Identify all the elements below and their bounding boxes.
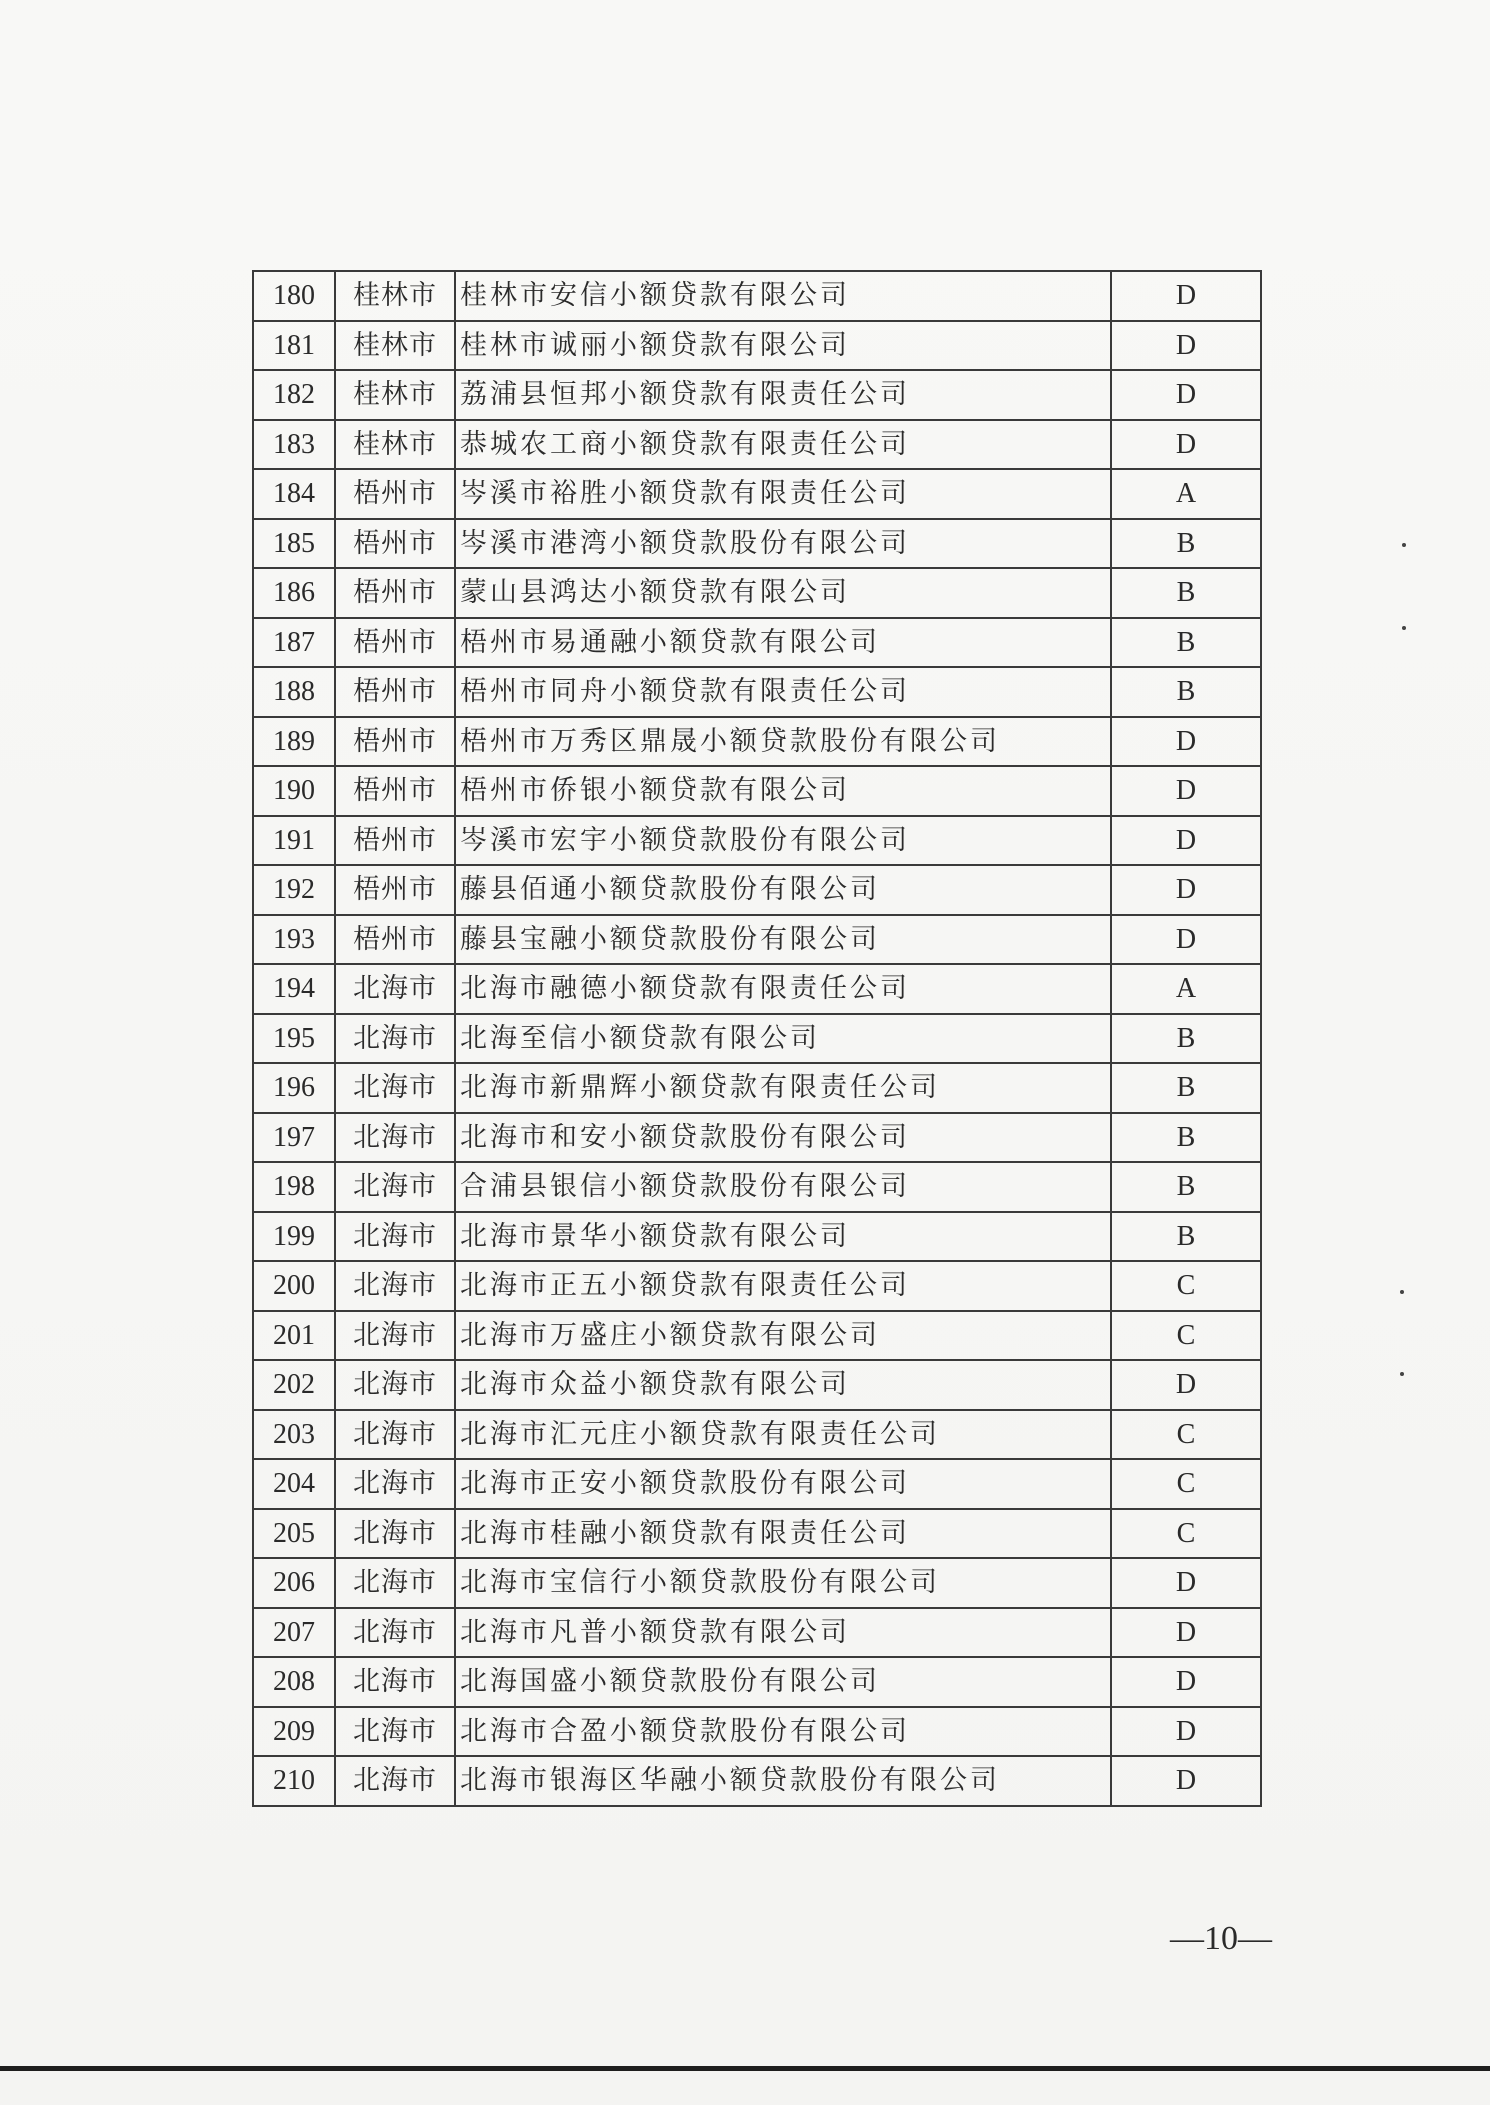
table-row — [253, 1707, 1261, 1757]
rating-grade-cell: B — [1111, 618, 1261, 668]
company-name-cell: 梧州市万秀区鼎晟小额贷款股份有限公司 — [455, 717, 1111, 767]
row-number-cell: 190 — [253, 766, 335, 816]
table-row — [253, 1509, 1261, 1559]
company-name-cell: 北海市融德小额贷款有限责任公司 — [455, 964, 1111, 1014]
row-number-cell: 199 — [253, 1212, 335, 1262]
city-cell: 梧州市 — [335, 618, 455, 668]
scan-speck — [1400, 1372, 1404, 1376]
rating-grade-cell: D — [1111, 1756, 1261, 1806]
rating-grade-cell: B — [1111, 568, 1261, 618]
row-number-cell: 209 — [253, 1707, 335, 1757]
scan-speck — [1402, 626, 1406, 630]
city-cell: 北海市 — [335, 1113, 455, 1163]
city-cell: 梧州市 — [335, 717, 455, 767]
city-cell: 北海市 — [335, 1558, 455, 1608]
table-row — [253, 1756, 1261, 1806]
table-row — [253, 865, 1261, 915]
rating-grade-cell: B — [1111, 1014, 1261, 1064]
row-number-cell: 183 — [253, 420, 335, 470]
row-number-cell: 202 — [253, 1360, 335, 1410]
rating-grade-cell: C — [1111, 1261, 1261, 1311]
company-name-cell: 岑溪市宏宇小额贷款股份有限公司 — [455, 816, 1111, 866]
row-number-cell: 205 — [253, 1509, 335, 1559]
rating-grade-cell: B — [1111, 667, 1261, 717]
rating-grade-cell: D — [1111, 321, 1261, 371]
city-cell: 北海市 — [335, 1459, 455, 1509]
rating-grade-cell: A — [1111, 469, 1261, 519]
rating-grade-cell: D — [1111, 1707, 1261, 1757]
row-number-cell: 198 — [253, 1162, 335, 1212]
table-row — [253, 667, 1261, 717]
page-number: —10— — [1170, 1920, 1272, 1957]
company-name-cell: 北海市桂融小额贷款有限责任公司 — [455, 1509, 1111, 1559]
rating-grade-cell: C — [1111, 1509, 1261, 1559]
company-name-cell: 北海市新鼎辉小额贷款有限责任公司 — [455, 1063, 1111, 1113]
city-cell: 北海市 — [335, 1509, 455, 1559]
table-row — [253, 766, 1261, 816]
city-cell: 梧州市 — [335, 469, 455, 519]
row-number-cell: 193 — [253, 915, 335, 965]
rating-grade-cell: D — [1111, 271, 1261, 321]
company-name-cell: 北海市宝信行小额贷款股份有限公司 — [455, 1558, 1111, 1608]
company-name-cell: 北海市凡普小额贷款有限公司 — [455, 1608, 1111, 1658]
table-row — [253, 618, 1261, 668]
city-cell: 北海市 — [335, 1608, 455, 1658]
rating-grade-cell: B — [1111, 1063, 1261, 1113]
city-cell: 梧州市 — [335, 865, 455, 915]
row-number-cell: 195 — [253, 1014, 335, 1064]
city-cell: 桂林市 — [335, 271, 455, 321]
table-row — [253, 1459, 1261, 1509]
rating-grade-cell: B — [1111, 1212, 1261, 1262]
company-name-cell: 北海市合盈小额贷款股份有限公司 — [455, 1707, 1111, 1757]
table-body — [253, 271, 1261, 1806]
row-number-cell: 194 — [253, 964, 335, 1014]
row-number-cell: 191 — [253, 816, 335, 866]
rating-grade-cell: D — [1111, 1360, 1261, 1410]
company-name-cell: 合浦县银信小额贷款股份有限公司 — [455, 1162, 1111, 1212]
row-number-cell: 185 — [253, 519, 335, 569]
table-row — [253, 1261, 1261, 1311]
row-number-cell: 196 — [253, 1063, 335, 1113]
table-row — [253, 469, 1261, 519]
table-row — [253, 816, 1261, 866]
company-name-cell: 北海市正五小额贷款有限责任公司 — [455, 1261, 1111, 1311]
scan-speck — [1400, 1290, 1404, 1294]
company-name-cell: 北海市和安小额贷款股份有限公司 — [455, 1113, 1111, 1163]
row-number-cell: 197 — [253, 1113, 335, 1163]
city-cell: 北海市 — [335, 1360, 455, 1410]
rating-grade-cell: D — [1111, 915, 1261, 965]
company-name-cell: 北海市万盛庄小额贷款有限公司 — [455, 1311, 1111, 1361]
city-cell: 北海市 — [335, 1162, 455, 1212]
table-row — [253, 1014, 1261, 1064]
rating-grade-cell: D — [1111, 1657, 1261, 1707]
row-number-cell: 210 — [253, 1756, 335, 1806]
company-name-cell: 梧州市同舟小额贷款有限责任公司 — [455, 667, 1111, 717]
rating-grade-cell: D — [1111, 420, 1261, 470]
row-number-cell: 187 — [253, 618, 335, 668]
company-name-cell: 岑溪市裕胜小额贷款有限责任公司 — [455, 469, 1111, 519]
table-row — [253, 370, 1261, 420]
rating-grade-cell: A — [1111, 964, 1261, 1014]
company-name-cell: 蒙山县鸿达小额贷款有限公司 — [455, 568, 1111, 618]
city-cell: 北海市 — [335, 1707, 455, 1757]
city-cell: 北海市 — [335, 1014, 455, 1064]
city-cell: 桂林市 — [335, 321, 455, 371]
table-row — [253, 1113, 1261, 1163]
rating-grade-cell: D — [1111, 370, 1261, 420]
table-row — [253, 1410, 1261, 1460]
table-row — [253, 1657, 1261, 1707]
row-number-cell: 181 — [253, 321, 335, 371]
row-number-cell: 204 — [253, 1459, 335, 1509]
company-rating-table — [252, 270, 1262, 1807]
rating-grade-cell: B — [1111, 519, 1261, 569]
company-name-cell: 北海市正安小额贷款股份有限公司 — [455, 1459, 1111, 1509]
city-cell: 北海市 — [335, 1410, 455, 1460]
city-cell: 北海市 — [335, 1261, 455, 1311]
company-name-cell: 藤县宝融小额贷款股份有限公司 — [455, 915, 1111, 965]
city-cell: 北海市 — [335, 1756, 455, 1806]
company-name-cell: 北海市银海区华融小额贷款股份有限公司 — [455, 1756, 1111, 1806]
row-number-cell: 180 — [253, 271, 335, 321]
city-cell: 梧州市 — [335, 568, 455, 618]
city-cell: 梧州市 — [335, 915, 455, 965]
rating-grade-cell: B — [1111, 1162, 1261, 1212]
row-number-cell: 208 — [253, 1657, 335, 1707]
row-number-cell: 189 — [253, 717, 335, 767]
company-name-cell: 恭城农工商小额贷款有限责任公司 — [455, 420, 1111, 470]
city-cell: 北海市 — [335, 964, 455, 1014]
row-number-cell: 192 — [253, 865, 335, 915]
row-number-cell: 188 — [253, 667, 335, 717]
company-name-cell: 藤县佰通小额贷款股份有限公司 — [455, 865, 1111, 915]
city-cell: 梧州市 — [335, 667, 455, 717]
table-row — [253, 568, 1261, 618]
rating-grade-cell: D — [1111, 816, 1261, 866]
rating-grade-cell: D — [1111, 865, 1261, 915]
table-row — [253, 420, 1261, 470]
table-row — [253, 1063, 1261, 1113]
company-name-cell: 北海至信小额贷款有限公司 — [455, 1014, 1111, 1064]
table-row — [253, 1558, 1261, 1608]
table-row — [253, 915, 1261, 965]
rating-grade-cell: D — [1111, 717, 1261, 767]
city-cell: 梧州市 — [335, 816, 455, 866]
table-row — [253, 1311, 1261, 1361]
table-row — [253, 1360, 1261, 1410]
company-name-cell: 北海市汇元庄小额贷款有限责任公司 — [455, 1410, 1111, 1460]
city-cell: 北海市 — [335, 1063, 455, 1113]
row-number-cell: 184 — [253, 469, 335, 519]
company-name-cell: 北海国盛小额贷款股份有限公司 — [455, 1657, 1111, 1707]
company-name-cell: 桂林市安信小额贷款有限公司 — [455, 271, 1111, 321]
scan-bottom-edge — [0, 2066, 1490, 2071]
company-name-cell: 梧州市侨银小额贷款有限公司 — [455, 766, 1111, 816]
city-cell: 北海市 — [335, 1311, 455, 1361]
table-row — [253, 1608, 1261, 1658]
table-row — [253, 519, 1261, 569]
company-name-cell: 桂林市诚丽小额贷款有限公司 — [455, 321, 1111, 371]
city-cell: 梧州市 — [335, 519, 455, 569]
company-name-cell: 北海市众益小额贷款有限公司 — [455, 1360, 1111, 1410]
table-row — [253, 1162, 1261, 1212]
rating-grade-cell: B — [1111, 1113, 1261, 1163]
table-row — [253, 964, 1261, 1014]
company-rating-table-wrapper — [252, 270, 1260, 1807]
table-row — [253, 717, 1261, 767]
rating-grade-cell: D — [1111, 1558, 1261, 1608]
city-cell: 桂林市 — [335, 420, 455, 470]
city-cell: 北海市 — [335, 1212, 455, 1262]
company-name-cell: 岑溪市港湾小额贷款股份有限公司 — [455, 519, 1111, 569]
table-row — [253, 271, 1261, 321]
table-row — [253, 321, 1261, 371]
row-number-cell: 207 — [253, 1608, 335, 1658]
city-cell: 桂林市 — [335, 370, 455, 420]
rating-grade-cell: C — [1111, 1311, 1261, 1361]
company-name-cell: 北海市景华小额贷款有限公司 — [455, 1212, 1111, 1262]
row-number-cell: 186 — [253, 568, 335, 618]
row-number-cell: 203 — [253, 1410, 335, 1460]
rating-grade-cell: C — [1111, 1410, 1261, 1460]
scan-speck — [1402, 543, 1406, 547]
table-row — [253, 1212, 1261, 1262]
company-name-cell: 梧州市易通融小额贷款有限公司 — [455, 618, 1111, 668]
row-number-cell: 206 — [253, 1558, 335, 1608]
rating-grade-cell: C — [1111, 1459, 1261, 1509]
city-cell: 梧州市 — [335, 766, 455, 816]
row-number-cell: 182 — [253, 370, 335, 420]
rating-grade-cell: D — [1111, 1608, 1261, 1658]
city-cell: 北海市 — [335, 1657, 455, 1707]
row-number-cell: 201 — [253, 1311, 335, 1361]
company-name-cell: 荔浦县恒邦小额贷款有限责任公司 — [455, 370, 1111, 420]
rating-grade-cell: D — [1111, 766, 1261, 816]
row-number-cell: 200 — [253, 1261, 335, 1311]
